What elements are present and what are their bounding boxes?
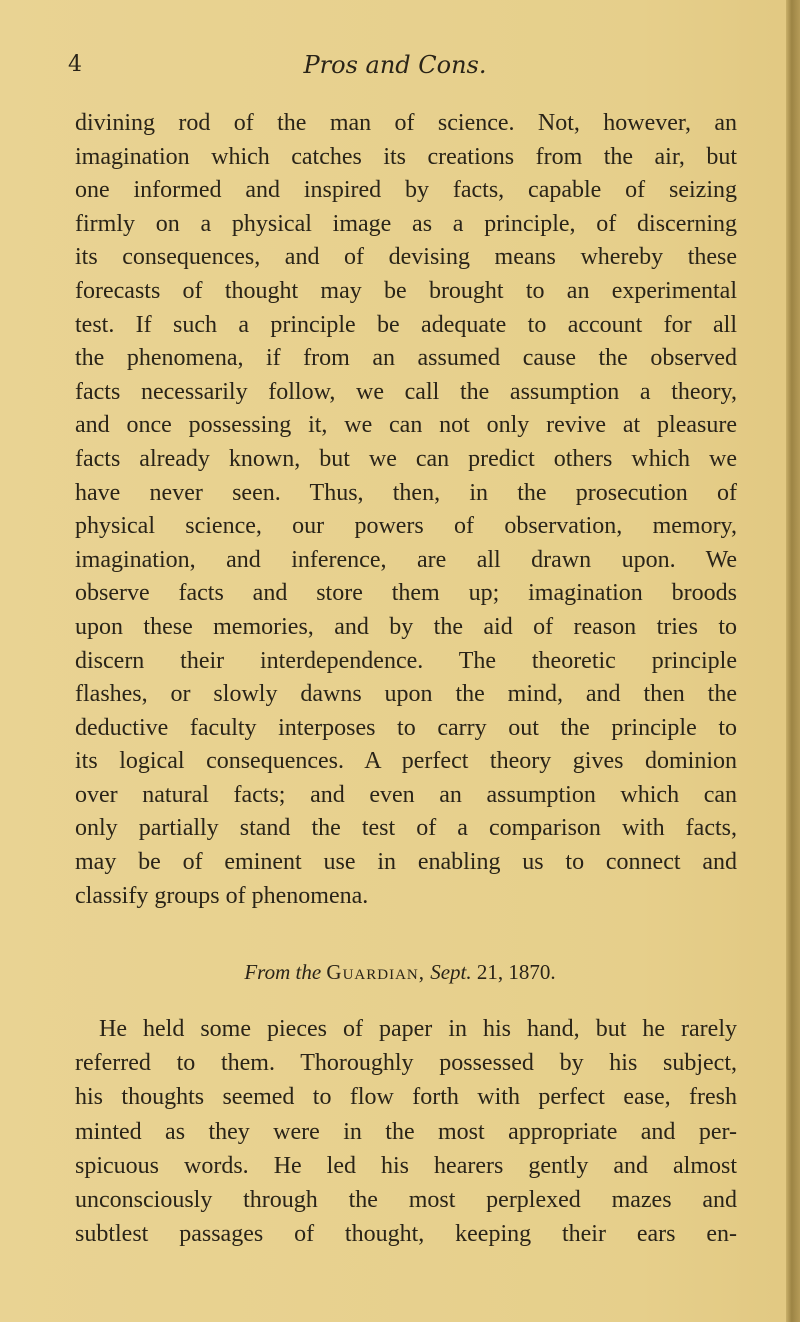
text-line: facts necessarily follow, we call the assumption a theory, (75, 378, 737, 405)
text-line: the phenomena, if from an assumed cause the observed (75, 345, 737, 372)
caption-source: Guardian, (326, 960, 425, 984)
text-line: deductive faculty interposes to carry out the principle to (75, 714, 737, 741)
text-line: unconsciously through the most perplexed mazes and (75, 1186, 737, 1213)
text-line: and once possessing it, we can not only revive at pleasure (75, 412, 737, 439)
text-line: its consequences, and of devising means whereby these (75, 244, 737, 271)
text-line: its logical consequences. A perfect theory gives dominion (75, 748, 737, 775)
text-line: flashes, or slowly dawns upon the mind, and then the (75, 681, 737, 708)
text-line: have never seen. Thus, then, in the prosecution of (75, 479, 737, 506)
text-line: test. If such a principle be adequate to account for all (75, 311, 737, 338)
text-line: imagination, and inference, are all drawn upon. We (75, 546, 737, 573)
text-line: facts already known, but we can predict others which we (75, 445, 737, 472)
running-title: Pros and Cons. (303, 51, 487, 79)
text-line: referred to them. Thoroughly possessed by his subject, (75, 1050, 737, 1077)
paragraph-2 (75, 1012, 737, 1251)
source-caption (0, 958, 800, 986)
page-edge (786, 0, 800, 1322)
text-line: physical science, our powers of observation, memory, (75, 513, 737, 540)
caption-date-month: Sept. (430, 960, 472, 984)
caption-date: 21, 1870. (476, 960, 556, 984)
caption-from: From the (244, 960, 322, 984)
text-line: observe facts and store them up; imagination broods (75, 580, 737, 607)
paragraph-1 (75, 107, 737, 913)
text-line: upon these memories, and by the aid of reason tries to (75, 613, 737, 640)
text-line: classify groups of phenomena. (75, 882, 369, 909)
text-line: one informed and inspired by facts, capable of seizing (75, 177, 737, 204)
text-line: forecasts of thought may be brought to an experimental (75, 277, 737, 304)
text-line: discern their interdependence. The theoretic principle (75, 647, 737, 674)
text-line: spicuous words. He led his hearers gently and almost (75, 1152, 737, 1179)
text-line: imagination which catches its creations from the air, but (75, 143, 737, 170)
text-line: He held some pieces of paper in his hand, but he rarely (99, 1016, 737, 1042)
text-line: only partially stand the test of a comparison with facts, (75, 815, 737, 842)
text-line: firmly on a physical image as a principle, of discerning (75, 210, 737, 237)
text-line: minted as they were in the most appropriate and per- (75, 1118, 737, 1145)
page-number: 4 (68, 52, 82, 77)
text-line: his thoughts seemed to flow forth with perfect ease, fresh (75, 1084, 737, 1111)
text-line: subtlest passages of thought, keeping their ears en- (75, 1221, 737, 1248)
text-line: may be of eminent use in enabling us to connect and (75, 849, 737, 876)
text-line: divining rod of the man of science. Not, however, an (75, 110, 737, 136)
text-line: over natural facts; and even an assumption which can (75, 781, 737, 808)
